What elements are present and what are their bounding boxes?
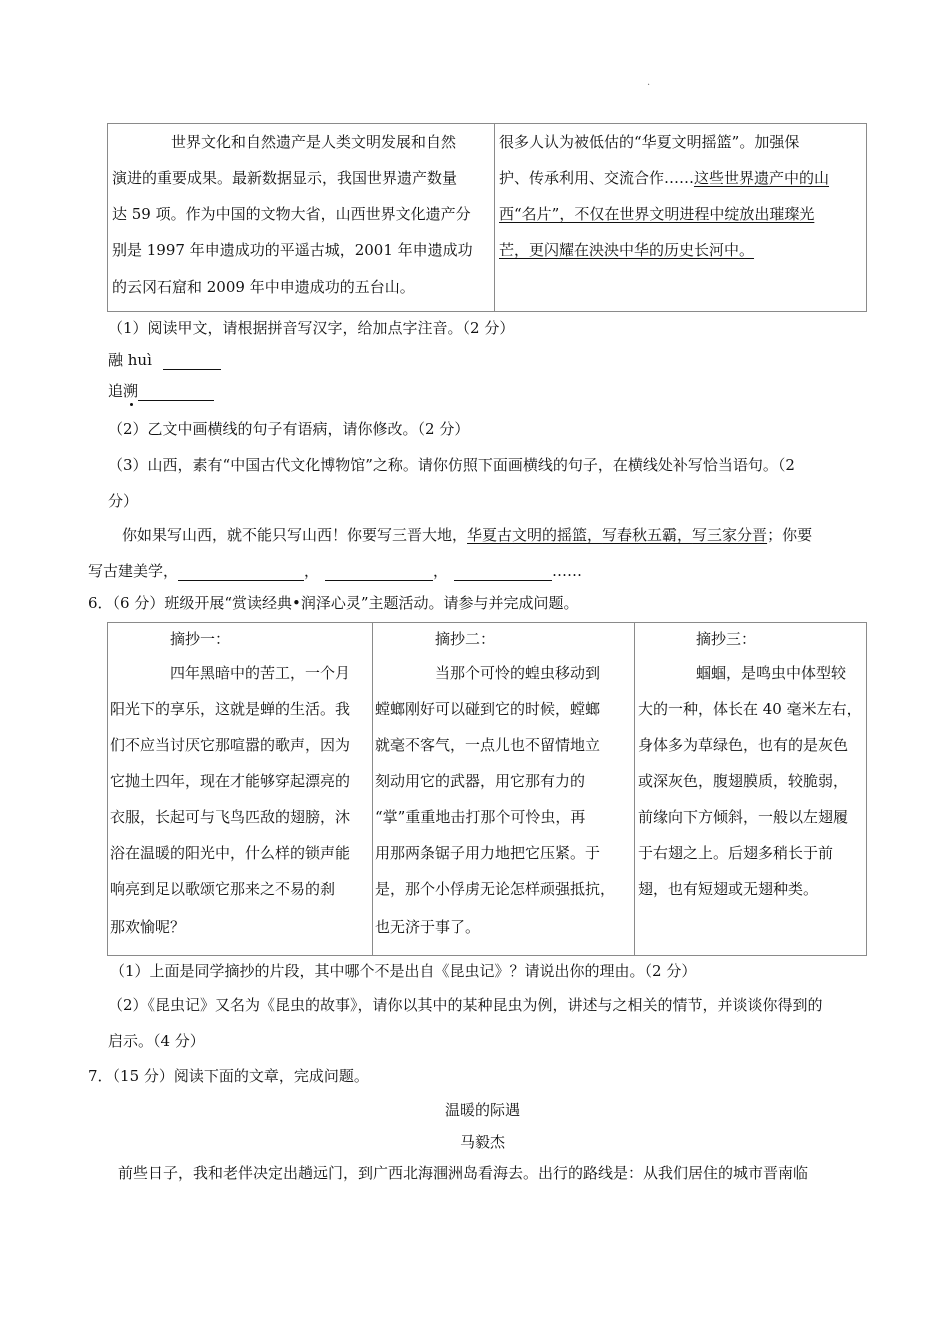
left-cell-line: 别是 1997 年申遗成功的平遥古城，2001 年申遗成功	[112, 241, 473, 259]
excerpt-1-line: 衣服，长起可与飞鸟匹敌的翅膀，沐	[110, 808, 351, 826]
excerpt-3-line: 身体多为草绿色，也有的是灰色	[638, 736, 849, 754]
q5-sub3: （3）山西，素有“中国古代文化博物馆”之称。请你仿照下面画横线的句子，在横线处补写恰当语句。（2	[108, 456, 795, 474]
left-cell-line: 演进的重要成果。最新数据显示，我国世界遗产数量	[112, 169, 458, 187]
q6-sub2: （2）《昆虫记》又名为《昆虫的故事》，请你以其中的某种昆虫为例，讲述与之相关的情节，并谈谈你得到的	[108, 996, 823, 1014]
table-divider	[494, 124, 495, 311]
fill-prefix: 写古建美学，	[88, 562, 179, 580]
excerpt-1-line: 它抛土四年，现在才能够穿起漂亮的	[110, 772, 351, 790]
right-cell-line: 很多人认为被低估的“华夏文明摇篮”。加强保	[499, 133, 800, 151]
excerpt-2-line: 螳螂刚好可以碰到它的时候，螳螂	[375, 700, 601, 718]
excerpt-3-line: 翅，也有短翅或无翅种类。	[638, 880, 819, 898]
excerpt-2-line: 刻动用它的武器，用它那有力的	[375, 772, 586, 790]
left-cell-line: 的云冈石窟和 2009 年中申遗成功的五台山。	[112, 278, 415, 296]
excerpt-1-line: 浴在温暖的阳光中，什么样的锁声能	[110, 844, 351, 862]
answer-blank[interactable]	[325, 564, 433, 581]
answer-blank[interactable]	[178, 564, 304, 581]
reading-table-1	[107, 123, 867, 312]
table-divider	[372, 623, 373, 955]
fill-end: ……	[552, 562, 583, 580]
fill-sep: ，	[304, 562, 320, 580]
q5-item2	[108, 381, 214, 401]
right-cell-text: 护、传承利用、交流合作……	[499, 169, 695, 187]
excerpt-3-line: 前缘向下方倾斜，一般以左翅履	[638, 808, 849, 826]
underlined-sentence: 西“名片”，不仅在世界文明进程中绽放出璀璨光	[499, 205, 815, 223]
excerpt-1-line: 们不应当讨厌它那喧嚣的歌声，因为	[110, 736, 351, 754]
q5-fill-line	[88, 561, 582, 581]
excerpt-3-line: 大的一种，体长在 40 毫米左右，	[638, 700, 862, 718]
underlined-sentence: 芒，更闪耀在泱泱中华的历史长河中。	[499, 241, 755, 259]
excerpt-2-title: 摘抄二：	[435, 630, 496, 648]
excerpt-3-line: 蝈蝈，是鸣虫中体型较	[696, 664, 847, 682]
excerpt-2-line: “掌”重重地击打那个可怜虫，再	[375, 808, 586, 826]
q5-sub1: （1）阅读甲文，请根据拼音写汉字，给加点字注音。（2 分）	[108, 319, 515, 337]
left-cell-line: 世界文化和自然遗产是人类文明发展和自然	[171, 133, 457, 151]
excerpt-3-title: 摘抄三：	[696, 630, 757, 648]
excerpt-2-line: 用那两条锯子用力地把它压紧。于	[375, 844, 601, 862]
excerpt-1-line: 响亮到足以歌颂它那来之不易的刹	[110, 880, 336, 898]
excerpt-2-line: 是，那个小俘虏无论怎样顽强抵抗，	[375, 880, 616, 898]
excerpt-1-line: 四年黑暗中的苦工，一个月	[170, 664, 351, 682]
q5-sub2: （2）乙文中画横线的句子有语病，请你修改。（2 分）	[108, 420, 470, 438]
q5-item1	[108, 350, 221, 370]
table-divider	[634, 623, 635, 955]
q7-stem: 7．（15 分）阅读下面的文章，完成问题。	[88, 1067, 369, 1085]
underlined-phrase: 写三家分晋	[692, 526, 768, 544]
q6-sub1: （1）上面是同学摘抄的片段，其中哪个不是出自《昆虫记》？请说出你的理由。（2 分）	[110, 962, 697, 980]
right-cell-line	[499, 168, 829, 188]
q5-example-sentence	[122, 525, 812, 545]
underlined-phrase: 写春秋五霸，	[602, 526, 693, 544]
emphasis-dot	[130, 403, 133, 406]
excerpt-2-line: 也无济于事了。	[375, 918, 481, 936]
q6-stem: 6．（6 分）班级开展“赏读经典•润泽心灵”主题活动。请参与并完成问题。	[88, 594, 579, 612]
q5-sub3-cont: 分）	[108, 492, 139, 510]
answer-blank[interactable]	[454, 564, 552, 581]
header-mark: ·	[647, 80, 651, 91]
article-author: 马毅杰	[460, 1133, 506, 1151]
q6-sub2-cont: 启示。（4 分）	[108, 1032, 205, 1050]
excerpt-1-line: 那欢愉呢？	[110, 918, 186, 936]
answer-blank[interactable]	[138, 384, 214, 401]
excerpt-2-line: 当那个可怜的蝗虫移动到	[435, 664, 601, 682]
example-text: ；你要	[767, 526, 813, 544]
excerpt-3-line: 或深灰色，腹翅膜质，较脆弱，	[638, 772, 849, 790]
underlined-phrase: 华夏古文明的摇篮，	[467, 526, 603, 544]
excerpt-3-line: 于右翅之上。后翅多稍长于前	[638, 844, 834, 862]
fill-sep: ，	[433, 562, 449, 580]
answer-blank[interactable]	[163, 353, 221, 370]
underlined-sentence: 这些世界遗产中的山	[694, 169, 830, 187]
article-title: 温暖的际遇	[445, 1101, 521, 1119]
excerpt-1-title: 摘抄一：	[170, 630, 231, 648]
article-paragraph: 前些日子，我和老伴决定出趟远门，到广西北海涠洲岛看海去。出行的路线是：从我们居住的城市晋南临	[118, 1164, 809, 1182]
q5-item2-label: 追溯	[108, 382, 139, 400]
left-cell-line: 达 59 项。作为中国的文物大省，山西世界文化遗产分	[112, 205, 471, 223]
example-text: 你如果写山西，就不能只写山西！你要写三晋大地，	[122, 526, 468, 544]
excerpt-2-line: 就毫不客气，一点儿也不留情地立	[375, 736, 601, 754]
q5-item1-label: 融 huì	[108, 351, 152, 369]
excerpt-1-line: 阳光下的享乐，这就是蝉的生活。我	[110, 700, 351, 718]
excerpt-table	[107, 622, 867, 956]
